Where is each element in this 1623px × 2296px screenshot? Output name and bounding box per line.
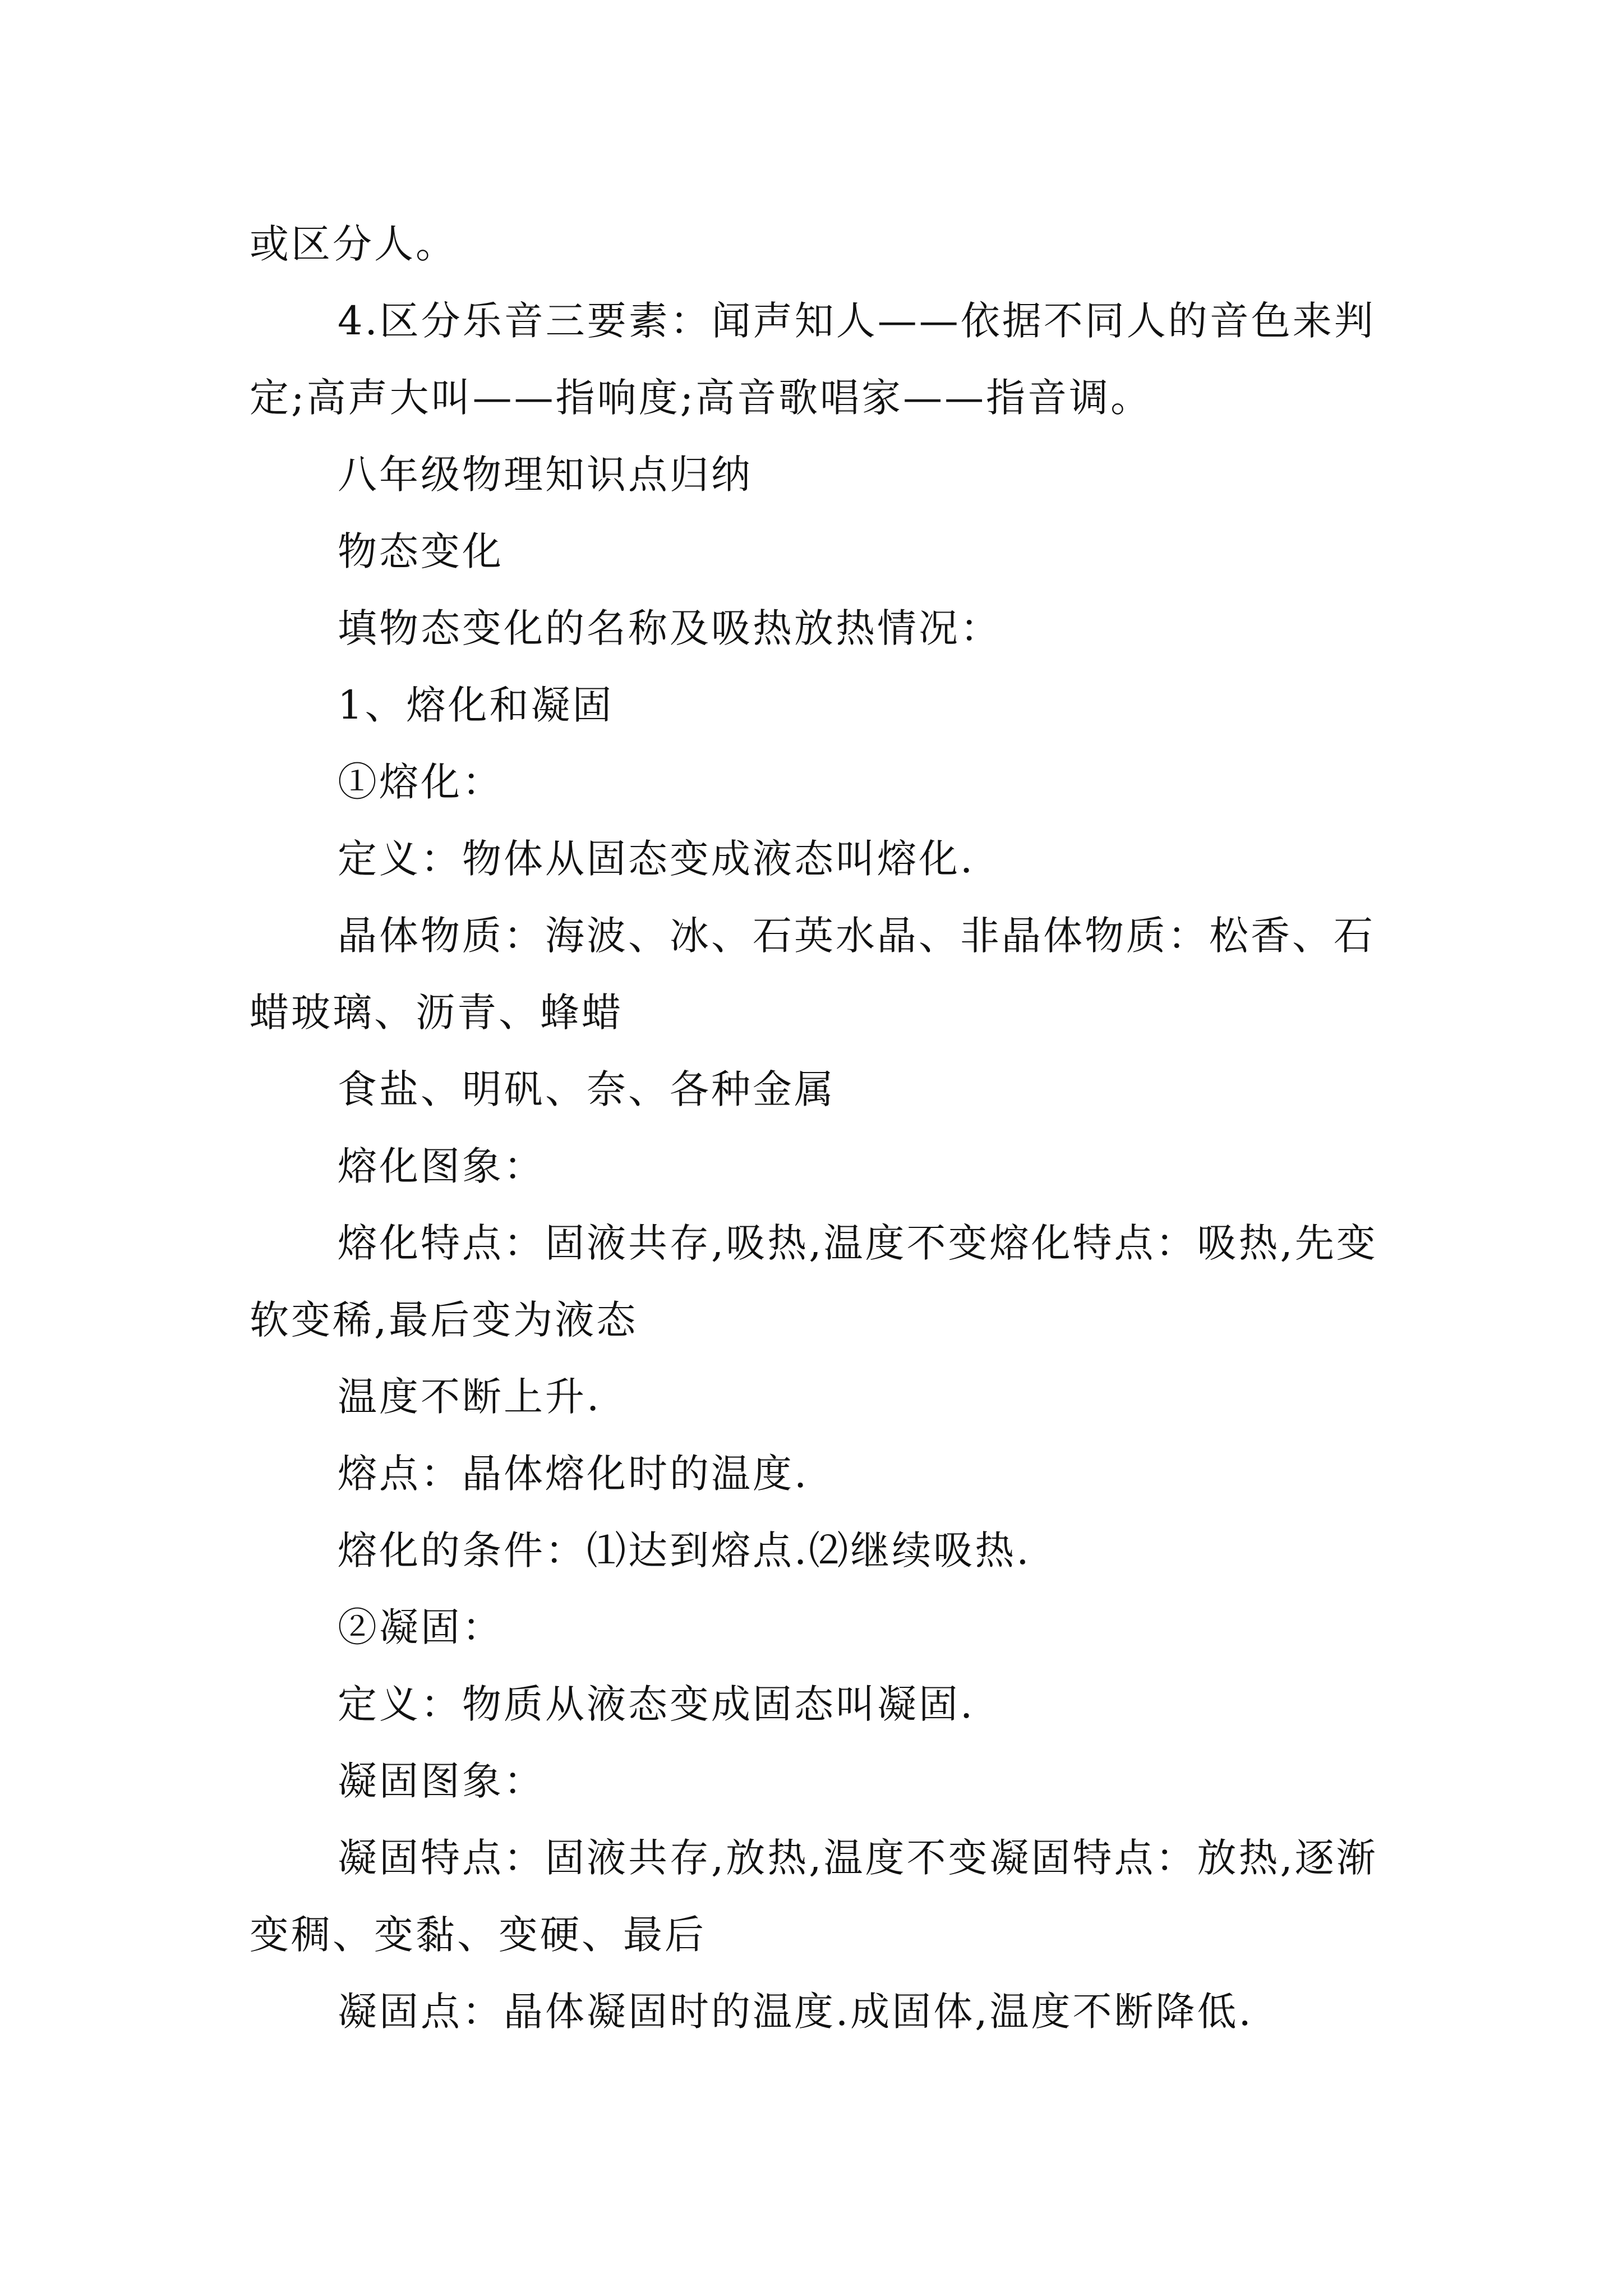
paragraph: 填物态变化的名称及吸热放热情况： <box>338 605 1002 651</box>
paragraph: 熔化的条件：⑴达到熔点.⑵继续吸热. <box>338 1527 1031 1573</box>
paragraph: 凝固点：晶体凝固时的温度.成固体,温度不断降低. <box>338 1989 1253 2035</box>
paragraph: 凝固特点：固液共存,放热,温度不变凝固特点：放热,逐渐变稠、变黏、变硬、最后 <box>250 1835 1378 1958</box>
paragraph: 晶体物质：海波、冰、石英水晶、非晶体物质：松香、石蜡玻璃、沥青、蜂蜡 <box>250 913 1375 1036</box>
paragraph: 熔化图象： <box>338 1143 545 1189</box>
document-body <box>250 206 1416 2050</box>
paragraph: 凝固图象： <box>338 1758 545 1804</box>
paragraph: 或区分人。 <box>250 221 457 267</box>
section-heading: 物态变化 <box>338 528 504 574</box>
paragraph: 定义：物体从固态变成液态叫熔化. <box>338 836 975 882</box>
subsection-heading: ①熔化： <box>338 759 504 805</box>
paragraph: 定义：物质从液态变成固态叫凝固. <box>338 1681 975 1727</box>
paragraph: 温度不断上升. <box>338 1374 602 1420</box>
paragraph: 4.区分乐音三要素：闻声知人——依据不同人的音色来判定;高声大叫——指响度;高音歌唱家——指音调。 <box>250 298 1376 421</box>
section-heading: 八年级物理知识点归纳 <box>338 452 753 498</box>
paragraph: 熔点：晶体熔化时的温度. <box>338 1451 809 1497</box>
subsection-heading: 1、熔化和凝固 <box>338 682 614 728</box>
paragraph: 熔化特点：固液共存,吸热,温度不变熔化特点：吸热,先变软变稀,最后变为液态 <box>250 1220 1378 1343</box>
subsection-heading: ②凝固： <box>338 1604 504 1650</box>
paragraph: 食盐、明矾、奈、各种金属 <box>338 1066 836 1112</box>
